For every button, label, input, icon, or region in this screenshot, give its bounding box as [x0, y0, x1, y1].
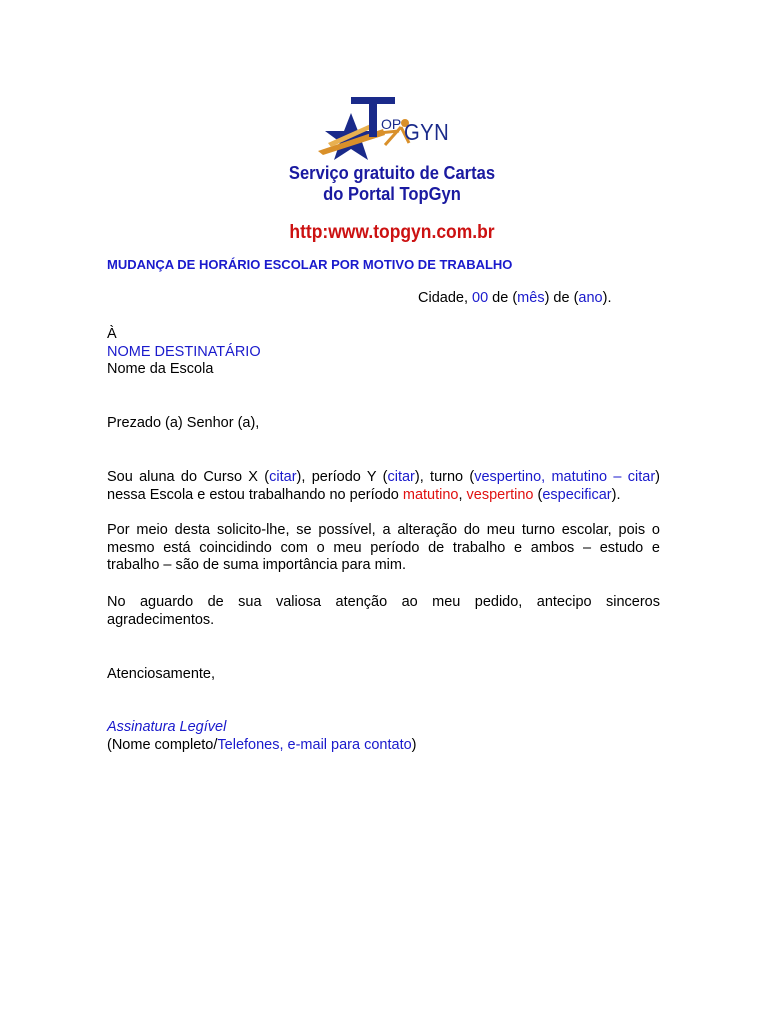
paragraph-1-line-1: Sou aluna do Curso X (citar), período Y (citar), turno (vespertino, matutino – citar) [107, 469, 660, 485]
date-city: Cidade, [418, 290, 473, 306]
signature: Assinatura Legível [107, 719, 227, 735]
paragraph-1 [107, 469, 660, 504]
logo-gyn-text: GYN [404, 119, 450, 145]
date-end: ). [602, 290, 612, 306]
periodo-vespertino: vespertino [466, 486, 534, 503]
citar-placeholder: citar [387, 469, 415, 485]
date-de1: de ( [488, 290, 518, 306]
closing: Atenciosamente, [107, 666, 216, 682]
paragraph-3-line-2: agradecimentos. [107, 611, 215, 628]
paragraph-2-line-1: Por meio desta solicito-lhe, se possível, a alteração do meu turno escolar, pois o [107, 522, 660, 538]
date-de2: ) de ( [544, 290, 579, 306]
logo-tagline-2: do Portal TopGyn [323, 184, 461, 204]
paragraph-3-line-1: No aguardo de sua valiosa atenção ao meu pedido, antecipo sinceros [107, 594, 660, 610]
citar-placeholder: citar [269, 469, 297, 485]
paragraph-1-line-2: nessa Escola e estou trabalhando no período matutino, vespertino (especificar). [107, 486, 621, 503]
logo-op-text: OP [381, 116, 402, 132]
logo-url: http:www.topgyn.com.br [289, 222, 495, 243]
paragraph-2-line-2: mesmo está coincidindo com o meu período de trabalho e ambos – estudo e [107, 539, 660, 556]
contact-info: Telefones, e-mail para contato [217, 737, 412, 753]
contact-line: (Nome completo/Telefones, e-mail para contato) [107, 737, 417, 753]
date-month: mês [517, 290, 545, 306]
paragraph-2 [107, 522, 660, 575]
recipient-to: À [107, 326, 117, 342]
date-year: ano [578, 290, 603, 306]
salutation: Prezado (a) Senhor (a), [107, 415, 260, 431]
topgyn-logo [263, 91, 521, 243]
paragraph-3 [107, 594, 660, 629]
recipient-school: Nome da Escola [107, 361, 214, 377]
date-day: 00 [472, 290, 489, 306]
periodo-matutino: matutino [402, 486, 459, 503]
letter-title: MUDANÇA DE HORÁRIO ESCOLAR POR MOTIVO DE TRABALHO [107, 257, 513, 272]
recipient-name: NOME DESTINATÁRIO [107, 344, 261, 360]
logo-tagline-1: Serviço gratuito de Cartas [288, 163, 496, 183]
especificar-placeholder: especificar [542, 486, 612, 503]
date-line [418, 290, 611, 308]
turno-options: vespertino, matutino – citar [474, 469, 656, 485]
paragraph-2-line-3: trabalho – são de suma importância para mim. [107, 557, 407, 573]
